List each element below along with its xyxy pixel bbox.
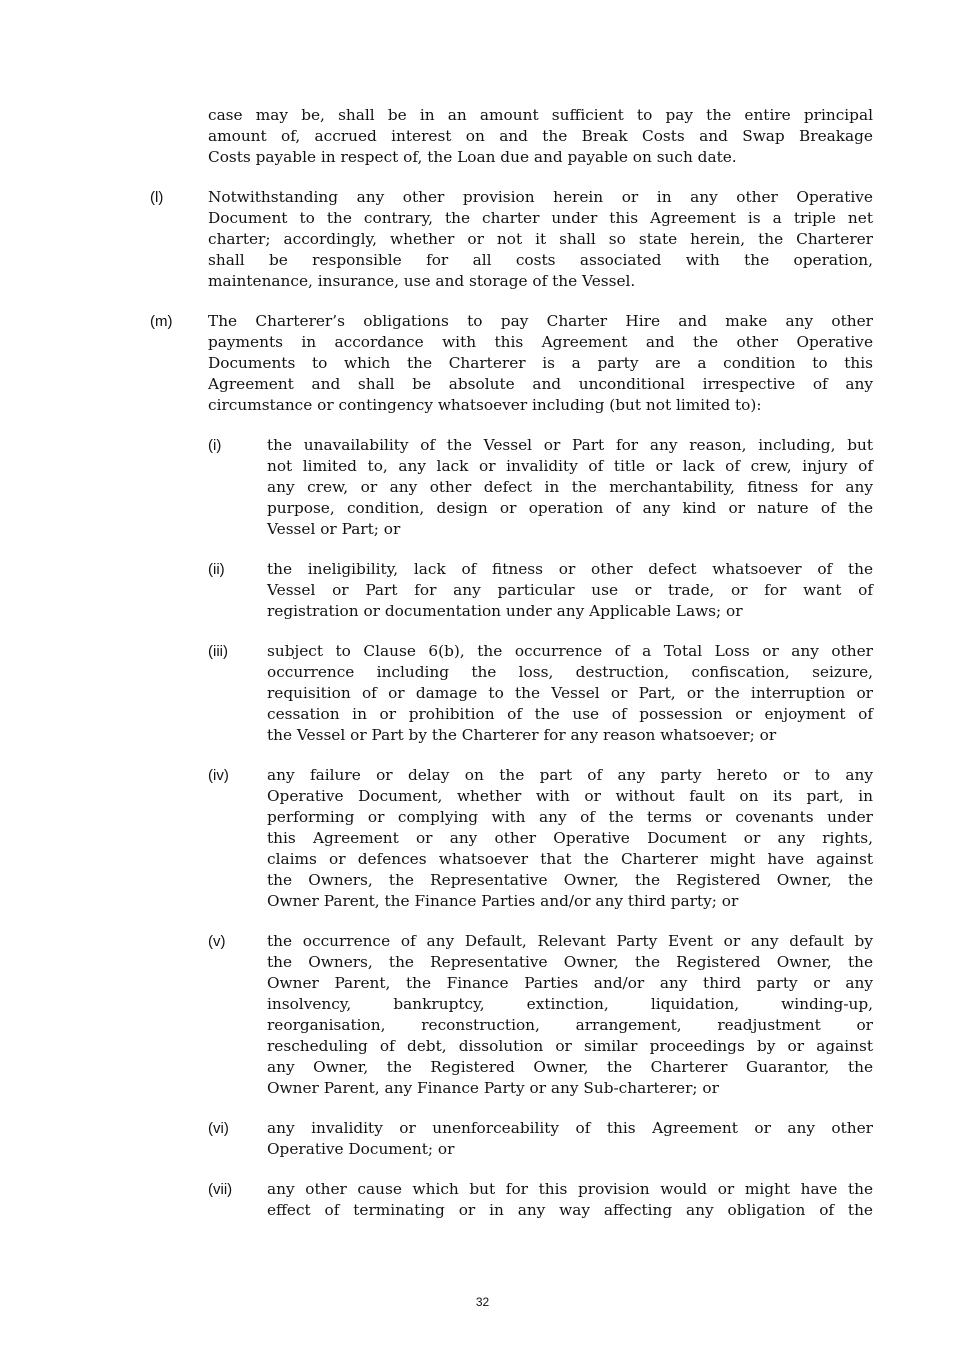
clause-text	[208, 105, 873, 168]
clause	[0, 187, 965, 292]
clause-text	[267, 1118, 873, 1160]
sub-clause	[0, 559, 965, 622]
text-line: the unavailability of the Vessel or Part for any reason, including, but	[267, 436, 873, 454]
clause-label: (vii)	[208, 1181, 233, 1198]
clause-label: (iv)	[208, 767, 229, 784]
text-line: Notwithstanding any other provision herein or in any other Operative	[208, 188, 873, 206]
text-line: maintenance, insurance, use and storage of the Vessel.	[208, 272, 636, 290]
clause-label: (vi)	[208, 1120, 229, 1137]
text-line: the Vessel or Part by the Charterer for any reason whatsoever; or	[267, 726, 777, 744]
sub-clause	[0, 435, 965, 540]
document-body	[0, 105, 965, 1240]
text-line: Documents to which the Charterer is a party are a condition to this	[208, 354, 873, 372]
text-line: Owner Parent, the Finance Parties and/or any third party or any	[267, 974, 873, 992]
text-line: requisition of or damage to the Vessel or Part, or the interruption or	[267, 684, 873, 702]
clause-label: (m)	[150, 313, 173, 330]
clause-label: (iii)	[208, 643, 228, 660]
text-line: Vessel or Part for any particular use or trade, or for want of	[267, 581, 873, 599]
text-line: reorganisation, reconstruction, arrangement, readjustment or	[267, 1016, 873, 1034]
clause-text	[208, 187, 873, 292]
text-line: performing or complying with any of the terms or covenants under	[267, 808, 873, 826]
page-number: 32	[475, 1295, 490, 1309]
text-line: registration or documentation under any Applicable Laws; or	[267, 602, 743, 620]
text-line: Agreement and shall be absolute and unconditional irrespective of any	[208, 375, 873, 393]
text-line: charter; accordingly, whether or not it shall so state herein, the Charterer	[208, 230, 873, 248]
text-line: Document to the contrary, the charter under this Agreement is a triple net	[208, 209, 873, 227]
sub-clause	[0, 1179, 965, 1221]
text-line: effect of terminating or in any way affecting any obligation of the	[267, 1201, 873, 1219]
text-line: case may be, shall be in an amount sufficient to pay the entire principal	[208, 106, 873, 124]
text-line: cessation in or prohibition of the use of possession or enjoyment of	[267, 705, 873, 723]
clause	[0, 105, 965, 168]
text-line: Costs payable in respect of, the Loan due and payable on such date.	[208, 148, 737, 166]
text-line: Owner Parent, the Finance Parties and/or any third party; or	[267, 892, 739, 910]
sub-clause	[0, 931, 965, 1099]
text-line: the Owners, the Representative Owner, the Registered Owner, the	[267, 953, 873, 971]
text-line: this Agreement or any other Operative Document or any rights,	[267, 829, 873, 847]
text-line: Operative Document; or	[267, 1140, 455, 1158]
text-line: any Owner, the Registered Owner, the Charterer Guarantor, the	[267, 1058, 873, 1076]
sub-clause	[0, 1118, 965, 1160]
text-line: occurrence including the loss, destruction, confiscation, seizure,	[267, 663, 873, 681]
clause	[0, 311, 965, 416]
text-line: not limited to, any lack or invalidity of title or lack of crew, injury of	[267, 457, 873, 475]
text-line: circumstance or contingency whatsoever including (but not limited to):	[208, 396, 762, 414]
clause-text	[208, 311, 873, 416]
text-line: shall be responsible for all costs associated with the operation,	[208, 251, 873, 269]
text-line: subject to Clause 6(b), the occurrence of a Total Loss or any other	[267, 642, 873, 660]
text-line: the occurrence of any Default, Relevant Party Event or any default by	[267, 932, 873, 950]
text-line: The Charterer’s obligations to pay Charter Hire and make any other	[208, 312, 873, 330]
clause-label: (v)	[208, 933, 226, 950]
sub-clause	[0, 641, 965, 746]
text-line: claims or defences whatsoever that the Charterer might have against	[267, 850, 873, 868]
clause-label: (ii)	[208, 561, 225, 578]
text-line: purpose, condition, design or operation of any kind or nature of the	[267, 499, 873, 517]
clause-text	[267, 765, 873, 912]
text-line: rescheduling of debt, dissolution or similar proceedings by or against	[267, 1037, 873, 1055]
text-line: payments in accordance with this Agreement and the other Operative	[208, 333, 873, 351]
text-line: the Owners, the Representative Owner, the Registered Owner, the	[267, 871, 873, 889]
text-line: any other cause which but for this provision would or might have the	[267, 1180, 873, 1198]
text-line: amount of, accrued interest on and the Break Costs and Swap Breakage	[208, 127, 873, 145]
clause-text	[267, 931, 873, 1099]
text-line: the ineligibility, lack of fitness or other defect whatsoever of the	[267, 560, 873, 578]
clause-text	[267, 559, 873, 622]
clause-text	[267, 1179, 873, 1221]
text-line: any crew, or any other defect in the merchantability, fitness for any	[267, 478, 873, 496]
sub-clause	[0, 765, 965, 912]
text-line: Vessel or Part; or	[267, 520, 401, 538]
text-line: Operative Document, whether with or without fault on its part, in	[267, 787, 873, 805]
clause-label: (l)	[150, 189, 164, 206]
clause-label: (i)	[208, 437, 222, 454]
text-line: any invalidity or unenforceability of this Agreement or any other	[267, 1119, 873, 1137]
clause-text	[267, 641, 873, 746]
clause-text	[267, 435, 873, 540]
text-line: insolvency, bankruptcy, extinction, liquidation, winding-up,	[267, 995, 873, 1013]
text-line: any failure or delay on the part of any party hereto or to any	[267, 766, 873, 784]
text-line: Owner Parent, any Finance Party or any Sub-charterer; or	[267, 1079, 719, 1097]
